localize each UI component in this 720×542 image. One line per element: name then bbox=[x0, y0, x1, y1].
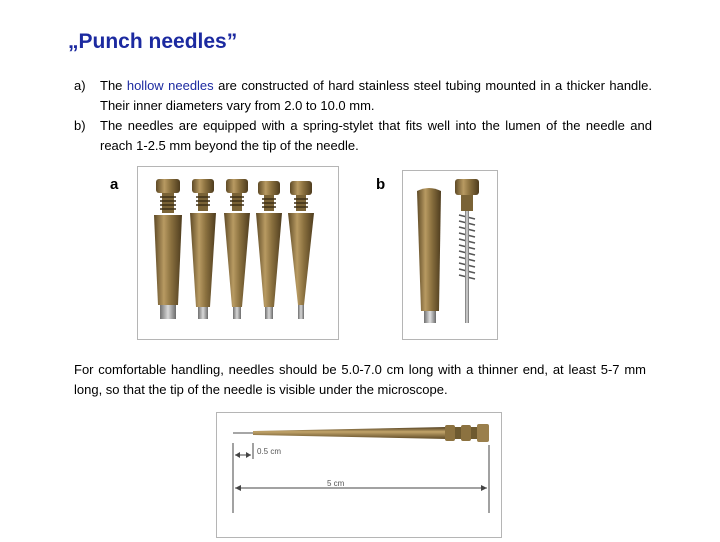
highlight-term: hollow needles bbox=[126, 78, 214, 93]
needle-dimension-diagram bbox=[216, 412, 502, 538]
needle-side-view bbox=[233, 424, 489, 442]
dimension-label-large: 5 cm bbox=[327, 479, 345, 488]
stylet-illustration bbox=[403, 171, 497, 339]
slide-title: „Punch needles” bbox=[68, 30, 238, 53]
list-label-a: a) bbox=[74, 78, 86, 93]
list-text-a-pre: The bbox=[100, 78, 127, 93]
needle-dimension-illustration bbox=[217, 413, 501, 537]
needle-1 bbox=[154, 179, 182, 319]
needle-2 bbox=[190, 179, 216, 319]
description-list bbox=[74, 76, 652, 156]
needle-4 bbox=[256, 181, 282, 319]
figure-label-a: a bbox=[110, 176, 119, 193]
list-item-b bbox=[74, 116, 652, 156]
hollow-handle bbox=[417, 188, 441, 323]
dimension-label-small: 0.5 cm bbox=[257, 447, 282, 456]
needles-illustration bbox=[138, 167, 338, 339]
spring-stylet bbox=[455, 179, 479, 323]
list-label-b: b) bbox=[74, 118, 86, 133]
list-text-a bbox=[100, 76, 652, 116]
needle-5 bbox=[288, 181, 314, 319]
photo-hollow-needles bbox=[137, 166, 339, 340]
list-item-a bbox=[74, 76, 652, 116]
photo-spring-stylet bbox=[402, 170, 498, 340]
list-text-a-post: are constructed of hard stainless steel tubing mounted in a thicker handle. Their inner diameters vary from 2.0 to 10.0 mm. bbox=[100, 78, 653, 113]
needle-3 bbox=[224, 179, 250, 319]
handling-paragraph: For comfortable handling, needles should be 5.0-7.0 cm long with a thinner end, at least 5-7 mm long, so that the tip of the needle is visible under the microscope. bbox=[74, 362, 646, 397]
figure-label-b: b bbox=[376, 176, 386, 193]
list-text-b: The needles are equipped with a spring-stylet that fits well into the lumen of the needle and reach 1-2.5 mm beyond the tip of the needle. bbox=[100, 118, 652, 153]
